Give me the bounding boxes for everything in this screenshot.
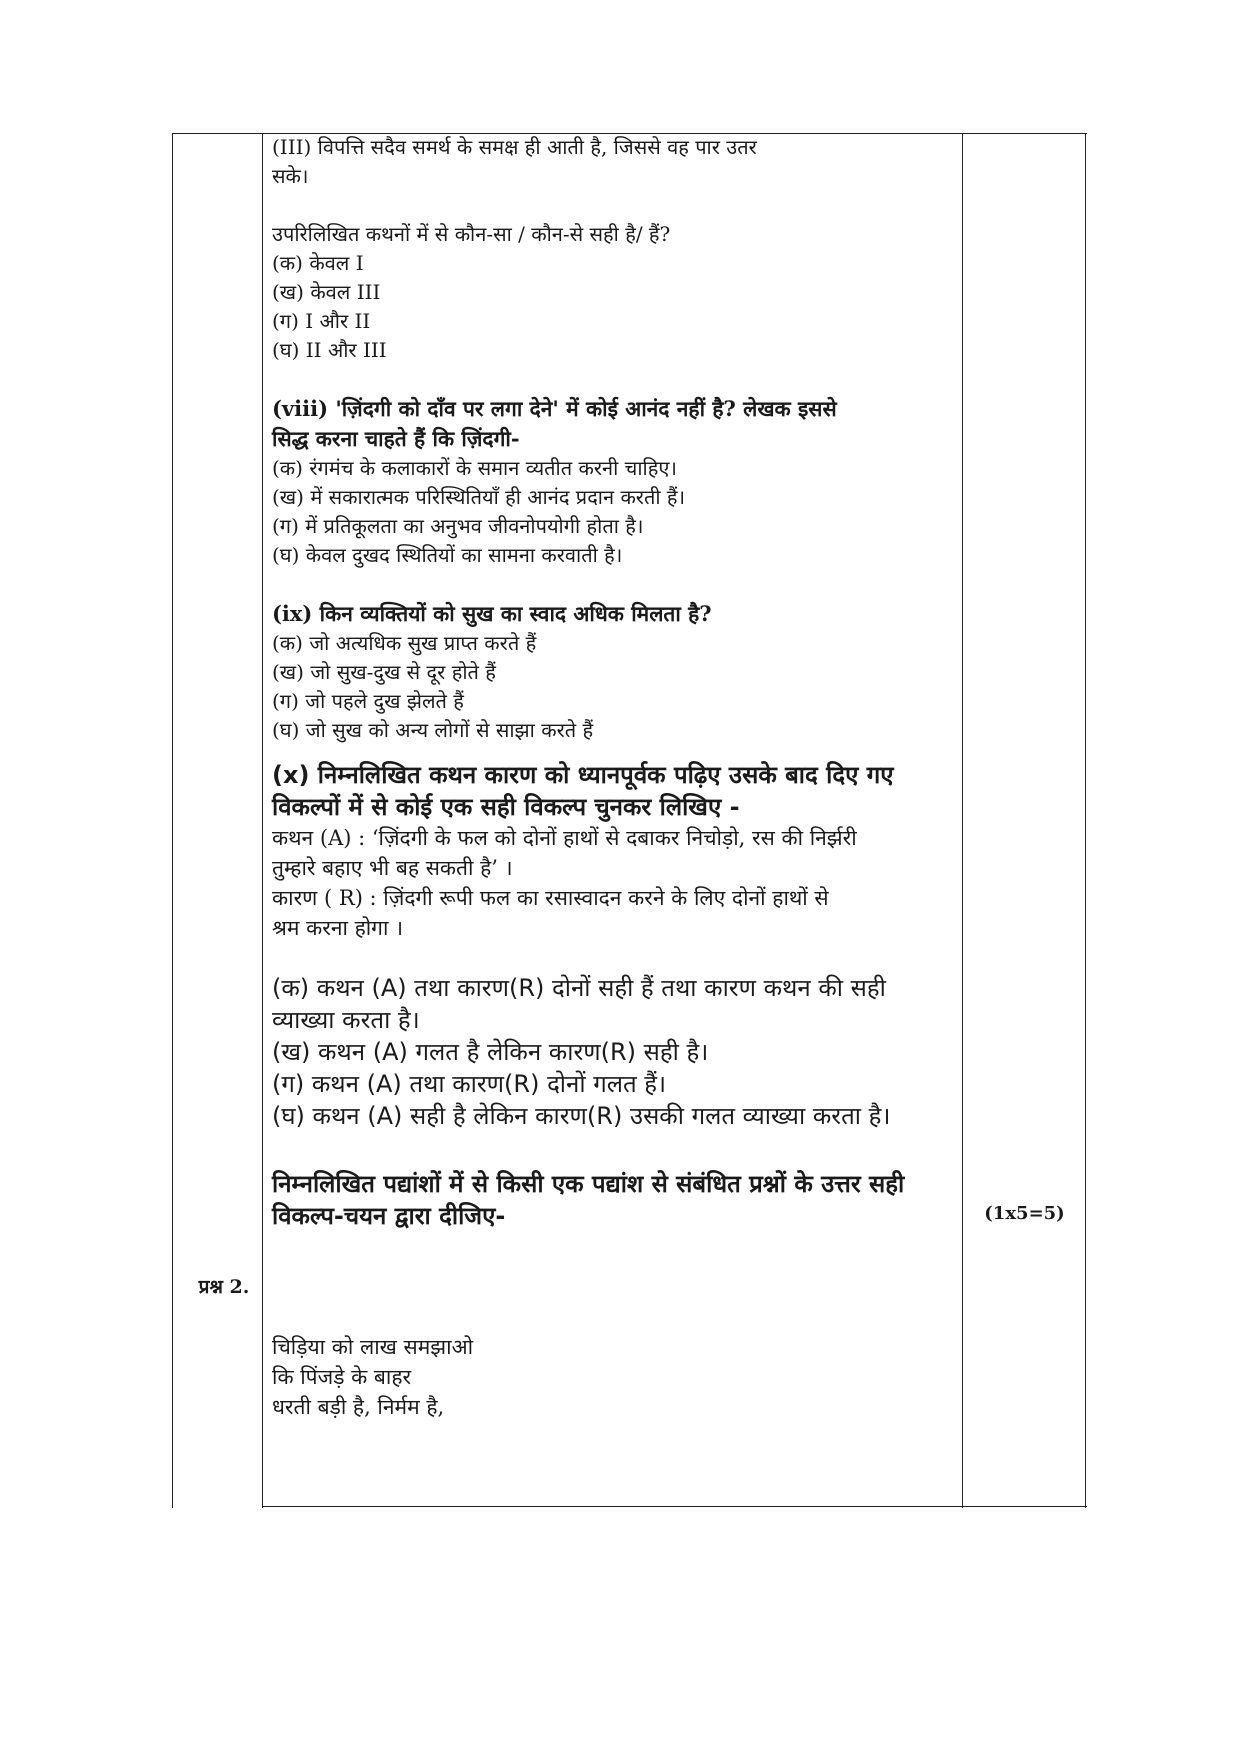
marks-label: (1x5=5) (984, 1203, 1065, 1224)
option: (घ) कथन (A) सही है लेकिन कारण(R) उसकी गलत व्याख्या करता है। (272, 1102, 891, 1130)
option: (क) जो अत्यधिक सुख प्राप्त करते हैं (272, 631, 537, 655)
q9-question: (ix) किन व्यक्तियों को सुख का स्वाद अधिक मिलता है? (272, 601, 712, 626)
poem-line: धरती बड़ी है, निर्मम है, (272, 1395, 445, 1419)
q10-reason-cont: श्रम करना होगा । (272, 916, 404, 940)
table-bottom-border (262, 1506, 1087, 1507)
column-divider-2 (962, 133, 963, 1508)
table-left-border (172, 133, 173, 1508)
q10-assertion: कथन (A) : ‘ज़िंदगी के फल को दोनों हाथों से दबाकर निचोड़ो, रस की निर्झरी (272, 826, 857, 850)
option: (ग) में प्रतिकूलता का अनुभव जीवनोपयोगी होता है। (272, 514, 644, 538)
option: (ख) में सकारात्मक परिस्थितियाँ ही आनंद प्रदान करती हैं। (272, 485, 686, 509)
option: (क) कथन (A) तथा कारण(R) दोनों सही हैं तथा कारण कथन की सही (272, 974, 886, 1002)
option: (क) रंगमंच के कलाकारों के समान व्यतीत करनी चाहिए। (272, 456, 677, 480)
question-content (272, 133, 957, 1422)
option: (ग) I और II (272, 309, 371, 333)
option: (घ) जो सुख को अन्य लोगों से साझा करते हैं (272, 718, 594, 742)
q10-question: (x) निम्नलिखित कथन कारण को ध्यानपूर्वक पढ़िए उसके बाद दिए गए (272, 761, 894, 789)
q2-instruction: निम्नलिखित पद्यांशों में से किसी एक पद्यांश से संबंधित प्रश्नों के उत्तर सही (272, 1170, 905, 1198)
q2-instruction-cont: विकल्प-चयन द्वारा दीजिए- (272, 1202, 506, 1230)
poem-line: चिड़िया को लाख समझाओ (272, 1335, 474, 1359)
option: (घ) II और III (272, 338, 387, 362)
block1-question: उपरिलिखित कथनों में से कौन-सा / कौन-से सही है/ हैं? (272, 222, 671, 246)
question-number: प्रश्न 2. (198, 1276, 250, 1298)
option: (ख) केवल III (272, 280, 381, 304)
option: (ग) जो पहले दुख झेलते हैं (272, 689, 464, 713)
option: (ख) जो सुख-दुख से दूर होते हैं (272, 660, 496, 684)
q8-question: (viii) 'ज़िंदगी को दाँव पर लगा देने' में कोई आनंद नहीं है? लेखक इससे (272, 396, 837, 421)
q10-question-cont: विकल्पों में से कोई एक सही विकल्प चुनकर लिखिए - (272, 793, 740, 821)
table-right-border (1085, 133, 1086, 1508)
q10-assertion-cont: तुम्हारे बहाए भी बह सकती है’ । (272, 856, 513, 880)
statement-iii-cont: सके। (272, 164, 309, 188)
option-cont: व्याख्या करता है। (272, 1006, 420, 1034)
option: (ग) कथन (A) तथा कारण(R) दोनों गलत हैं। (272, 1070, 667, 1098)
option: (ख) कथन (A) गलत है लेकिन कारण(R) सही है। (272, 1038, 709, 1066)
option: (क) केवल I (272, 251, 364, 275)
option: (घ) केवल दुखद स्थितियों का सामना करवाती है। (272, 543, 623, 567)
column-divider-1 (262, 133, 263, 1508)
statement-iii: (III) विपत्ति सदैव समर्थ के समक्ष ही आती है, जिससे वह पार उतर (272, 135, 757, 159)
q8-question-cont: सिद्ध करना चाहते हैं कि ज़िंदगी- (272, 426, 520, 451)
q10-reason: कारण ( R) : ज़िंदगी रूपी फल का रसास्वादन करने के लिए दोनों हाथों से (272, 886, 829, 910)
question-table (172, 133, 1087, 1508)
poem-line: कि पिंजड़े के बाहर (272, 1365, 412, 1389)
